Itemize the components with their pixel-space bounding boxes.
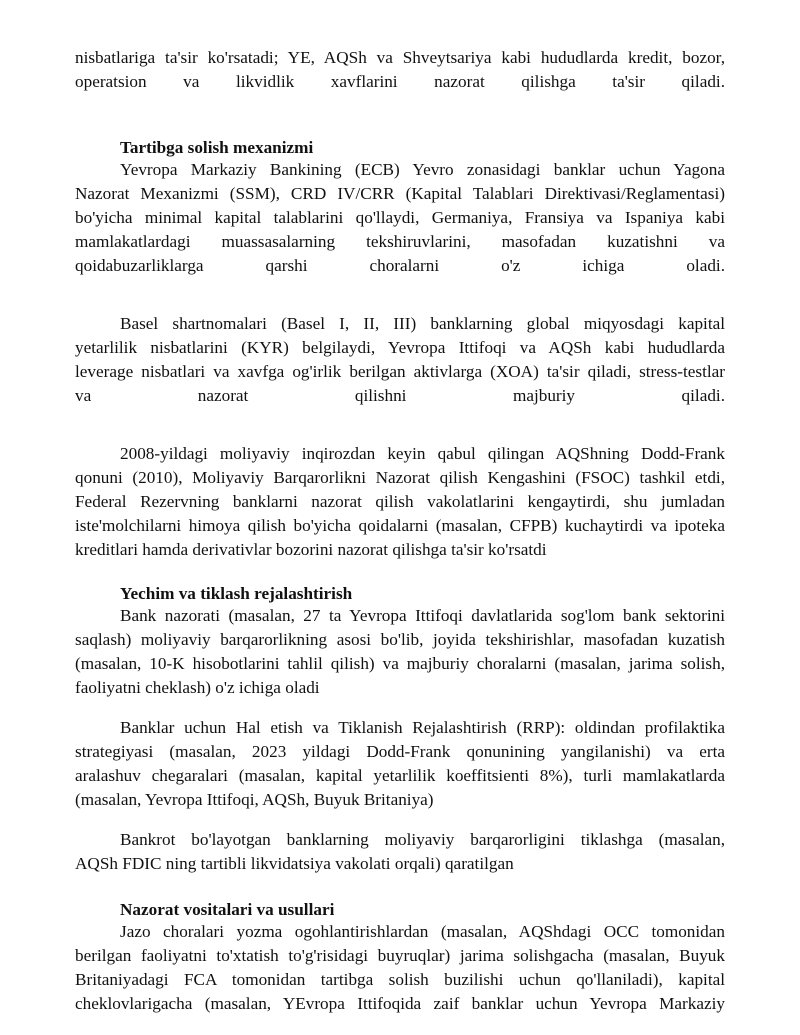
text-line: aralashuv chegaralari (masalan, kapital yetarlilik koeffitsienti 8%), turli mamlakatlarda	[75, 766, 725, 785]
text-line: saqlash) moliyaviy barqarorlikning asosi bo'lib, joyida tekshirishlar, masofadan kuzatish	[75, 630, 725, 649]
text-line: cheklovlarigacha (masalan, YEvropa Ittifoqida zaif banklar uchun Yevropa Markaziy	[75, 994, 725, 1013]
section-heading: Nazorat vositalari va usullari	[120, 900, 335, 919]
text-line: Basel shartnomalari (Basel I, II, III) banklarning global miqyosdagi kapital	[120, 314, 725, 333]
text-line: mamlakatlardagi muassasalarning tekshiruvlarini, masofadan kuzatishni va	[75, 232, 725, 251]
text-line: strategiyasi (masalan, 2023 yildagi Dodd-Frank qonunining yangilanishi) va erta	[75, 742, 725, 761]
text-line: Jazo choralari yozma ogohlantirishlardan (masalan, AQShdagi OCC tomonidan	[120, 922, 725, 941]
text-line: qonuni (2010), Moliyaviy Barqarorlikni Nazorat qilish Kengashini (FSOC) tashkil etdi,	[75, 468, 725, 487]
text-line: kreditlari hamda derivativlar bozorini nazorat qilishga ta'sir ko'rsatdi	[75, 540, 547, 559]
text-line: yetarlilik nisbatlarini (KYR) belgilaydi, Yevropa Ittifoqi va AQSh kabi hududlarda	[75, 338, 725, 357]
text-line: Bankrot bo'layotgan banklarning moliyaviy barqarorligini tiklashga (masalan,	[120, 830, 725, 849]
text-line: (masalan, 10-K hisobotlarini tahlil qilish) va majburiy choralarni (masalan, jarima solish,	[75, 654, 725, 673]
text-line: Federal Rezervning banklarni nazorat qilish vakolatlarini kengaytirdi, shu jumladan	[75, 492, 725, 511]
text-line: va nazorat qilishni majburiy qiladi.	[75, 386, 725, 405]
section-heading: Yechim va tiklash rejalashtirish	[120, 584, 353, 603]
text-line: 2008-yildagi moliyaviy inqirozdan keyin qabul qilingan AQShning Dodd-Frank	[120, 444, 725, 463]
text-line: leverage nisbatlari va xavfga og'irlik berilgan aktivlarga (XOA) ta'sir qiladi, stress-testlar	[75, 362, 725, 381]
text-line: berilgan faoliyatni to'xtatish to'g'risidagi buyruqlar) jarima solishgacha (masalan, Buyuk	[75, 946, 725, 965]
text-line: faoliyatni cheklash) o'z ichiga oladi	[75, 678, 320, 697]
text-line: Banklar uchun Hal etish va Tiklanish Rejalashtirish (RRP): oldindan profilaktika	[120, 718, 725, 737]
text-line: qoidabuzarliklarga qarshi choralarni o'z ichiga oladi.	[75, 256, 725, 275]
text-line: bo'yicha minimal kapital talablarini qo'llaydi, Germaniya, Fransiya va Ispaniya kabi	[75, 208, 725, 227]
text-line: Nazorat Mexanizmi (SSM), CRD IV/CRR (Kapital Talablari Direktivasi/Reglamentasi)	[75, 184, 725, 203]
section-heading: Tartibga solish mexanizmi	[120, 138, 314, 157]
text-line: Britaniyadagi FCA tomonidan tartibga solish buzilishi uchun qo'llaniladi), kapital	[75, 970, 725, 989]
text-line: (masalan, Yevropa Ittifoqi, AQSh, Buyuk Britaniya)	[75, 790, 434, 809]
text-line: iste'molchilarni himoya qilish bo'yicha qoidalarni (masalan, CFPB) kuchaytirdi va ipoteka	[75, 516, 725, 535]
text-line: operatsion va likvidlik xavflarini nazorat qilishga ta'sir qiladi.	[75, 72, 725, 91]
text-line: Bank nazorati (masalan, 27 ta Yevropa Ittifoqi davlatlarida sog'lom bank sektorini	[120, 606, 725, 625]
text-line: Yevropa Markaziy Bankining (ECB) Yevro zonasidagi banklar uchun Yagona	[120, 160, 725, 179]
text-line: nisbatlariga ta'sir ko'rsatadi; YE, AQSh va Shveytsariya kabi hududlarda kredit, bozor,	[75, 48, 725, 67]
text-line: AQSh FDIC ning tartibli likvidatsiya vakolati orqali) qaratilgan	[75, 854, 514, 873]
